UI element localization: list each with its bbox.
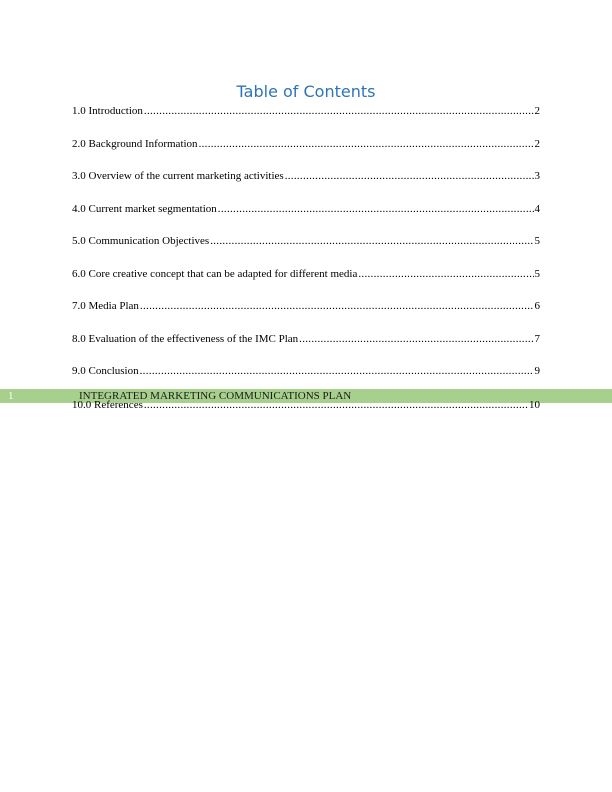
- toc-entry-page: 9: [534, 365, 540, 377]
- toc-entry[interactable]: [72, 104, 540, 118]
- toc-entry[interactable]: [72, 398, 540, 412]
- toc-entry-label: 4.0 Current market segmentation: [72, 202, 217, 215]
- toc-dot-leader: [210, 234, 533, 248]
- toc-entry-label: 10.0 References: [72, 399, 143, 411]
- toc-title: Table of Contents: [236, 82, 376, 101]
- toc-entry[interactable]: [72, 234, 540, 248]
- toc-entry[interactable]: [72, 169, 540, 183]
- toc-entry-label: 6.0 Core creative concept that can be adapted for different media: [72, 267, 358, 280]
- toc-entry[interactable]: [72, 137, 540, 151]
- toc-dot-leader: [285, 169, 534, 183]
- toc-entry-page: 5: [534, 235, 540, 247]
- toc-entry-label: 8.0 Evaluation of the effectiveness of the IMC Plan: [72, 332, 299, 345]
- toc-entry-label: 1.0 Introduction: [72, 105, 143, 117]
- toc-entry-page: 5: [534, 267, 540, 280]
- toc-entry[interactable]: [72, 299, 540, 313]
- toc-dot-leader: [218, 202, 534, 216]
- toc-entry-page: 3: [534, 170, 540, 182]
- toc-dot-leader: [144, 398, 528, 412]
- toc-entry-page: 4: [534, 202, 540, 215]
- toc-entry-page: 6: [534, 300, 540, 312]
- toc-dot-leader: [358, 267, 533, 281]
- toc-entry[interactable]: [72, 202, 540, 216]
- toc-entry-page: 10: [529, 399, 540, 411]
- toc-entry[interactable]: [72, 332, 540, 346]
- toc-entry-label: 2.0 Background Information: [72, 137, 198, 150]
- running-header-title: INTEGRATED MARKETING COMMUNICATIONS PLAN: [79, 390, 352, 402]
- page-number: 1: [8, 390, 14, 402]
- toc-dot-leader: [199, 137, 534, 151]
- toc-entry-label: 5.0 Communication Objectives: [72, 235, 210, 247]
- toc-entry-label: 3.0 Overview of the current marketing activities: [72, 170, 284, 182]
- toc-dot-leader: [140, 299, 534, 313]
- toc-entry-label: 9.0 Conclusion: [72, 365, 139, 377]
- toc-dot-leader: [299, 332, 533, 346]
- toc-entry-page: 7: [534, 332, 540, 345]
- toc-dot-leader: [144, 104, 534, 118]
- toc-dot-leader: [140, 364, 534, 378]
- toc-entry-page: 2: [534, 137, 540, 150]
- toc-entry-label: 7.0 Media Plan: [72, 300, 139, 312]
- toc-entry[interactable]: [72, 267, 540, 281]
- toc-entry-page: 2: [534, 105, 540, 117]
- toc-entry[interactable]: [72, 364, 540, 378]
